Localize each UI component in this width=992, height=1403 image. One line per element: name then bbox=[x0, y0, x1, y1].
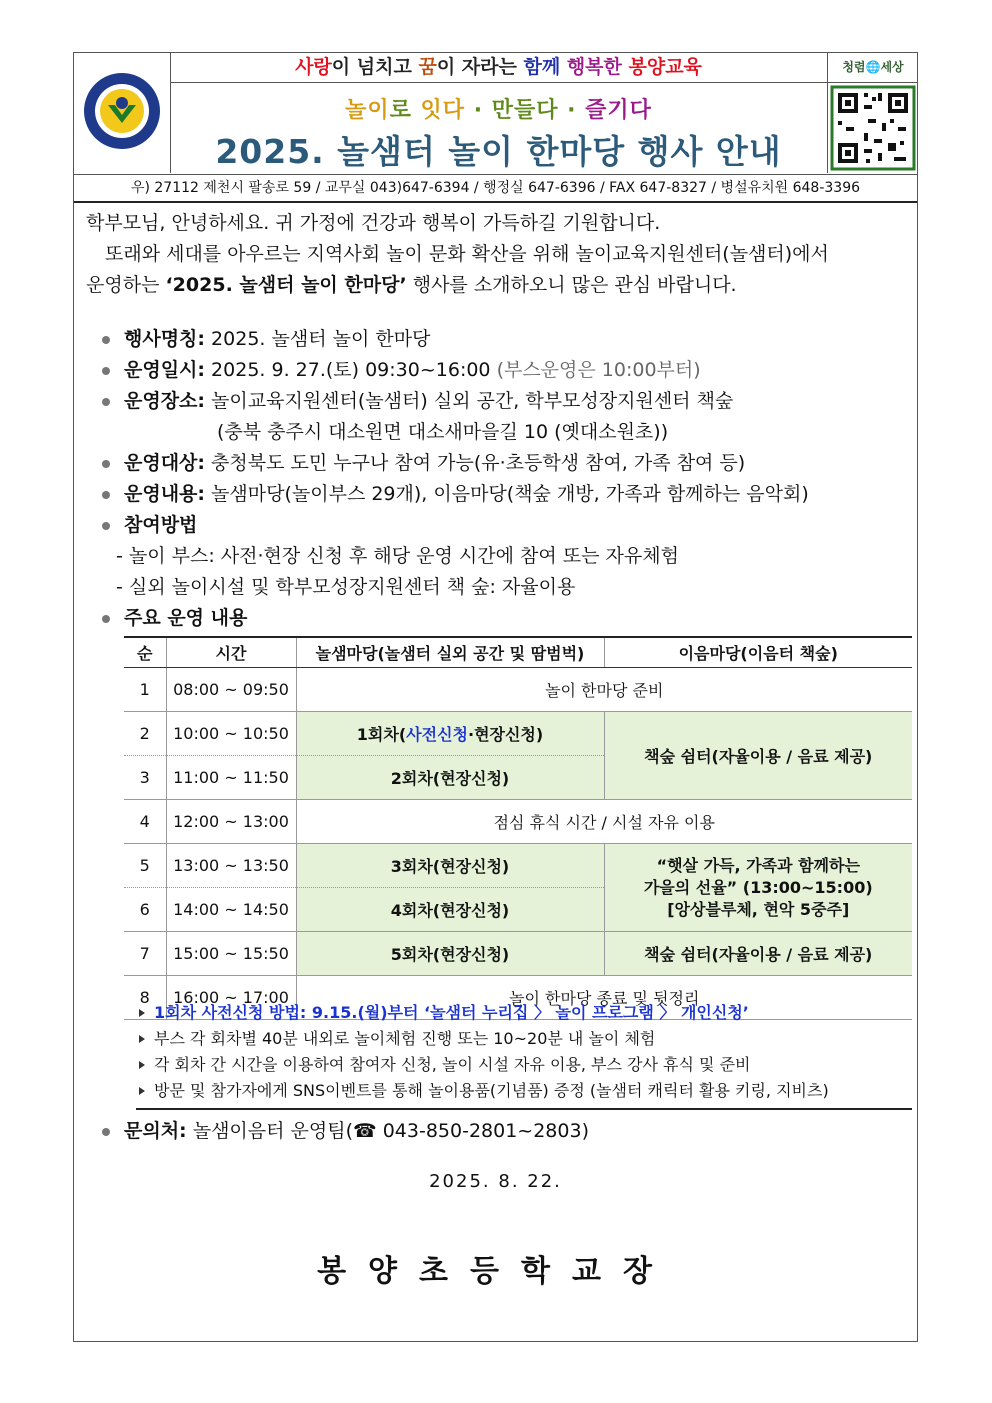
table-header-row bbox=[124, 637, 912, 668]
slogan-part: 꿈 bbox=[418, 56, 437, 78]
info-item bbox=[98, 510, 898, 541]
bullet-icon bbox=[102, 460, 110, 468]
schedule-table bbox=[124, 636, 912, 1020]
method-item: - 놀이 부스: 사전·현장 신청 후 해당 운영 시간에 참여 또는 자유체험 bbox=[116, 545, 679, 567]
info-label: 운영장소: bbox=[124, 390, 206, 412]
row-number: 8 bbox=[124, 976, 166, 1020]
concert-line: “햇살 가득, 가족과 함께하는 bbox=[656, 855, 860, 875]
info-label: 참여방법 bbox=[124, 514, 198, 536]
subtitle-part: · 만들다 · bbox=[465, 98, 586, 123]
method-item: - 실외 놀이시설 및 학부모성장지원센터 책 숲: 자율이용 bbox=[116, 576, 576, 598]
row-session: 2회차(현장신청) bbox=[296, 756, 604, 800]
row-number: 4 bbox=[124, 800, 166, 844]
slogan-part bbox=[622, 56, 629, 78]
principal-signature: 봉양초등학교장 bbox=[317, 1254, 674, 1289]
triangle-bullet-icon bbox=[139, 1087, 145, 1095]
slogan-part: 이 넘치고 bbox=[331, 56, 419, 78]
row-time: 14:00 ~ 14:50 bbox=[166, 888, 296, 932]
note-text: 방문 및 참가자에게 SNS이벤트를 통해 놀이용품(기념품) 증정 (놀샘터 캐릭터 활용 키링, 지비츠) bbox=[154, 1081, 829, 1100]
qr-code-cell bbox=[827, 83, 918, 173]
info-label: 운영대상: bbox=[124, 452, 206, 474]
school-logo-icon bbox=[74, 53, 170, 173]
row-time: 12:00 ~ 13:00 bbox=[166, 800, 296, 844]
subtitle-part: 놀이 bbox=[345, 98, 390, 123]
note-text: 각 회차 간 시간을 이용하여 참여자 신청, 놀이 시설 자유 이용, 부스 강사 휴식 및 준비 bbox=[154, 1055, 751, 1074]
slogan-part: 봉양교육 bbox=[628, 56, 702, 78]
school-logo-cell bbox=[74, 53, 171, 173]
row-merged: 놀이 한마당 준비 bbox=[296, 668, 912, 712]
row-merged: 놀이 한마당 종료 및 뒷정리 bbox=[296, 976, 912, 1020]
row-number: 6 bbox=[124, 888, 166, 932]
note-item bbox=[136, 1026, 912, 1052]
row-ieum: 책숲 쉼터(자율이용 / 음료 제공) bbox=[604, 932, 912, 976]
document-date: 2025. 8. 22. bbox=[429, 1171, 562, 1192]
info-item bbox=[98, 355, 898, 386]
row-ieum: 책숲 쉼터(자율이용 / 음료 제공) bbox=[604, 712, 912, 800]
intro-line-2: 또래와 세대를 아우르는 지역사회 놀이 문화 확산을 위해 놀이교육지원센터(놀샘터)에서 bbox=[105, 243, 829, 265]
document-page bbox=[73, 52, 918, 1342]
row-session bbox=[296, 712, 604, 756]
bullet-icon bbox=[102, 336, 110, 344]
contact-info bbox=[98, 1116, 589, 1147]
row-session: 5회차(현장신청) bbox=[296, 932, 604, 976]
table-row bbox=[124, 712, 912, 756]
row-number: 7 bbox=[124, 932, 166, 976]
subtitle-part: 로 bbox=[389, 98, 421, 123]
row-time: 15:00 ~ 15:50 bbox=[166, 932, 296, 976]
slogan-part: 행복한 bbox=[566, 56, 622, 78]
bullet-icon bbox=[102, 1128, 110, 1136]
row-number: 2 bbox=[124, 712, 166, 756]
info-label: 운영일시: bbox=[124, 359, 206, 381]
note-text: 1회차 사전신청 방법: 9.15.(월)부터 ‘놀샘터 누리집 〉 놀이 프로그램 〉 개인신청’ bbox=[154, 1003, 749, 1022]
row-session: 4회차(현장신청) bbox=[296, 888, 604, 932]
triangle-bullet-icon bbox=[139, 1035, 145, 1043]
bullet-icon bbox=[102, 615, 110, 623]
triangle-bullet-icon bbox=[139, 1009, 145, 1017]
info-value: 놀이교육지원센터(놀샘터) 실외 공간, 학부모성장지원센터 책숲 bbox=[205, 390, 734, 412]
slogan-part: 사랑 bbox=[295, 56, 332, 78]
info-value: 놀샘마당(놀이부스 29개), 이음마당(책숲 개방, 가족과 함께하는 음악회) bbox=[205, 483, 809, 505]
concert-line: 가을의 선율” (13:00~15:00) bbox=[643, 877, 873, 897]
row-time: 16:00 ~ 17:00 bbox=[166, 976, 296, 1020]
intro-text: 운영하는 bbox=[86, 274, 166, 296]
session-text: ·현장신청) bbox=[467, 725, 544, 744]
table-row bbox=[124, 668, 912, 712]
column-header: 이음마당(이음터 책숲) bbox=[604, 637, 912, 668]
contact-label: 문의처: bbox=[124, 1120, 187, 1142]
subtitle-part: 즐기다 bbox=[585, 98, 652, 123]
slogan-part bbox=[560, 56, 567, 78]
info-label: 행사명칭: bbox=[124, 328, 206, 350]
row-concert bbox=[604, 844, 912, 932]
info-extra: (부스운영은 10:00부터) bbox=[496, 359, 701, 381]
row-merged: 점심 휴식 시간 / 시설 자유 이용 bbox=[296, 800, 912, 844]
location-detail: (충북 충주시 대소원면 대소새마을길 10 (옛대소원초)) bbox=[217, 421, 669, 443]
info-item bbox=[98, 603, 898, 634]
row-time: 13:00 ~ 13:50 bbox=[166, 844, 296, 888]
info-label: 운영내용: bbox=[124, 483, 206, 505]
intro-line-3 bbox=[86, 270, 906, 301]
page-title: 2025. 놀샘터 놀이 한마당 행사 안내 bbox=[215, 132, 782, 171]
note-text: 부스 각 회차별 40분 내외로 놀이체험 진행 또는 10~20분 내 놀이 체험 bbox=[154, 1029, 656, 1048]
row-time: 10:00 ~ 10:50 bbox=[166, 712, 296, 756]
row-number: 5 bbox=[124, 844, 166, 888]
table-row bbox=[124, 932, 912, 976]
bullet-icon bbox=[102, 522, 110, 530]
row-session: 3회차(현장신청) bbox=[296, 844, 604, 888]
table-row bbox=[124, 844, 912, 888]
info-value: 2025. 놀샘터 놀이 한마당 bbox=[205, 328, 431, 350]
qr-code-icon[interactable] bbox=[828, 83, 918, 173]
concert-line: [앙상블루체, 현악 5중주] bbox=[667, 899, 850, 919]
info-value: 2025. 9. 27.(토) 09:30~16:00 bbox=[205, 359, 497, 381]
row-time: 11:00 ~ 11:50 bbox=[166, 756, 296, 800]
school-slogan bbox=[170, 53, 827, 83]
integrity-brand: 청렴🌐세상 bbox=[827, 53, 918, 83]
title-block bbox=[170, 83, 827, 173]
event-name-emphasis: ‘2025. 놀샘터 놀이 한마당’ bbox=[165, 274, 407, 296]
subtitle bbox=[170, 93, 827, 124]
info-label: 주요 운영 내용 bbox=[124, 607, 248, 629]
row-time: 08:00 ~ 09:50 bbox=[166, 668, 296, 712]
event-info-list bbox=[98, 324, 898, 634]
intro-text: 행사를 소개하오니 많은 관심 바랍니다. bbox=[406, 274, 737, 296]
column-header: 순 bbox=[124, 637, 166, 668]
subtitle-part: 잇다 bbox=[420, 98, 466, 123]
note-item bbox=[136, 1052, 912, 1078]
notes-list bbox=[136, 1000, 912, 1110]
note-item bbox=[136, 1000, 912, 1026]
info-item bbox=[98, 324, 898, 355]
info-item bbox=[98, 386, 898, 417]
info-item bbox=[98, 448, 898, 479]
bullet-icon bbox=[102, 367, 110, 375]
bullet-icon bbox=[102, 491, 110, 499]
slogan-part: 이 자라는 bbox=[436, 56, 524, 78]
session-text-preregister: 사전신청 bbox=[406, 725, 468, 744]
bullet-icon bbox=[102, 398, 110, 406]
info-value: 충청북도 도민 누구나 참여 가능(유·초등학생 참여, 가족 참여 등) bbox=[205, 452, 746, 474]
row-number: 1 bbox=[124, 668, 166, 712]
info-item bbox=[98, 479, 898, 510]
note-item bbox=[136, 1078, 912, 1104]
triangle-bullet-icon bbox=[139, 1061, 145, 1069]
slogan-part: 함께 bbox=[523, 56, 561, 78]
letterhead bbox=[74, 53, 917, 203]
column-header: 시간 bbox=[166, 637, 296, 668]
column-header: 놀샘마당(놀샘터 실외 공간 및 땀범벅) bbox=[296, 637, 604, 668]
table-row bbox=[124, 800, 912, 844]
session-text: 1회차( bbox=[356, 725, 407, 744]
intro-line-1: 학부모님, 안녕하세요. 귀 가정에 건강과 행복이 가득하길 기원합니다. bbox=[86, 212, 661, 234]
school-address: 우) 27112 제천시 팔송로 59 / 교무실 043)647-6394 / 행정실 647-6396 / FAX 647-8327 / 병설유치원 648-3396 bbox=[74, 174, 917, 201]
contact-value: 놀샘이음터 운영팀(☎ 043-850-2801~2803) bbox=[186, 1120, 589, 1142]
row-number: 3 bbox=[124, 756, 166, 800]
